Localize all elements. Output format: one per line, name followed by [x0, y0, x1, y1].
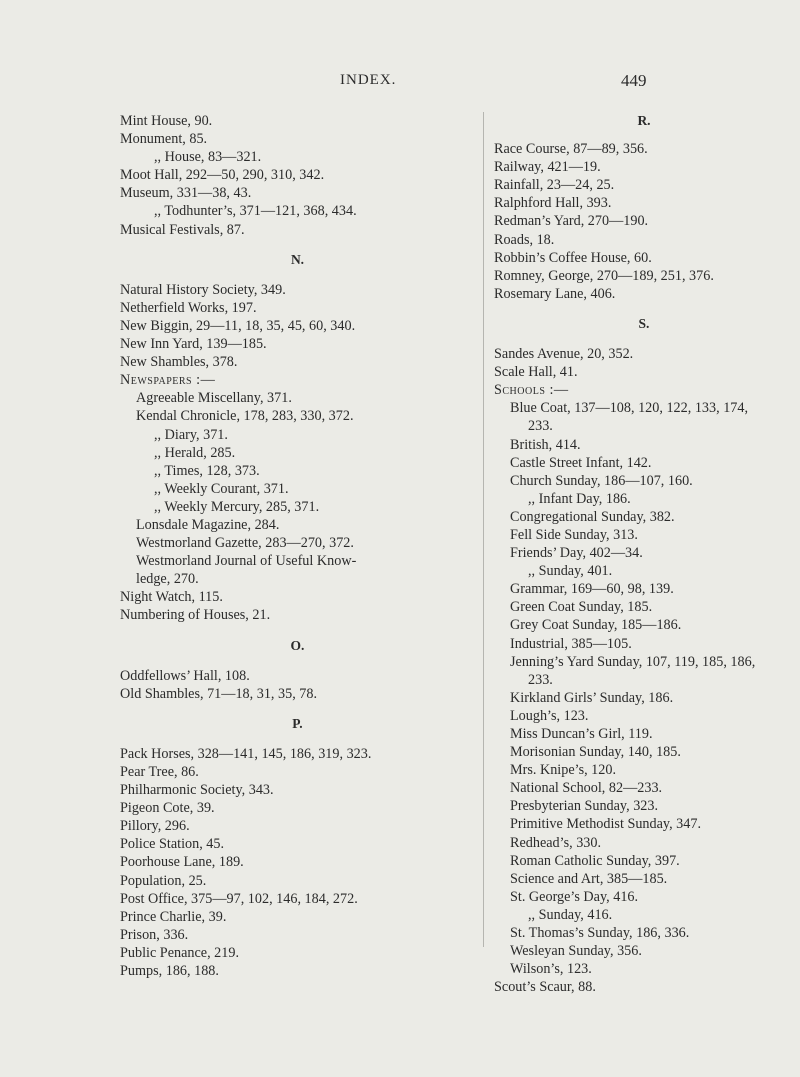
index-entry: Philharmonic Society, 343. [120, 782, 274, 799]
index-entry: ,, Todhunter’s, 371—121, 368, 434. [154, 203, 357, 220]
index-entry: New Inn Yard, 139—185. [120, 336, 267, 353]
index-entry: St. George’s Day, 416. [510, 888, 639, 905]
index-entry: Rainfall, 23—24, 25. [494, 177, 615, 194]
index-entry: Friends’ Day, 402—34. [510, 545, 643, 562]
index-entry: Numbering of Houses, 21. [120, 607, 271, 624]
index-entry: Agreeable Miscellany, 371. [136, 390, 292, 407]
index-entry: National School, 82—233. [510, 780, 663, 797]
index-entry: Green Coat Sunday, 185. [510, 599, 653, 616]
index-entry: St. Thomas’s Sunday, 186, 336. [510, 925, 690, 942]
section-letter: R. [637, 113, 651, 128]
index-entry: Lonsdale Magazine, 284. [136, 516, 280, 533]
index-entry: Museum, 331—38, 43. [120, 185, 252, 202]
index-entry: Mrs. Knipe’s, 120. [510, 762, 617, 779]
index-entry: Rosemary Lane, 406. [494, 285, 616, 302]
index-entry: Mint House, 90. [120, 113, 213, 129]
index-entry: ,, Sunday, 401. [528, 563, 613, 580]
index-entry: New Shambles, 378. [120, 354, 238, 371]
index-entry: Redman’s Yard, 270—190. [494, 213, 649, 230]
section-letter: P. [292, 715, 303, 731]
section-letter: N. [290, 251, 305, 267]
index-entry: Morisonian Sunday, 140, 185. [510, 744, 681, 761]
page-number: 449 [621, 71, 647, 90]
index-column-right [494, 112, 794, 996]
column-divider [483, 112, 484, 947]
index-entry: Pigeon Cote, 39. [120, 800, 215, 817]
index-entry: ledge, 270. [136, 571, 199, 588]
index-entry: ,, Times, 128, 373. [154, 462, 260, 479]
index-entry: Poorhouse Lane, 189. [120, 854, 244, 871]
index-entry: Lough’s, 123. [510, 707, 589, 724]
index-entry: Oddfellows’ Hall, 108. [120, 667, 250, 684]
index-entry: Presbyterian Sunday, 323. [510, 798, 659, 815]
section-letter: S. [638, 315, 650, 331]
index-entry: Monument, 85. [120, 131, 208, 148]
index-entry: Jenning’s Yard Sunday, 107, 119, 185, 186, [510, 653, 756, 670]
index-entry: Congregational Sunday, 382. [510, 508, 675, 525]
index-entry: 233. [528, 418, 553, 435]
index-entry: ,, Infant Day, 186. [528, 490, 631, 507]
index-entry: Redhead’s, 330. [510, 834, 602, 851]
index-entry: Wilson’s, 123. [510, 961, 592, 978]
index-entry: Prince Charlie, 39. [120, 908, 227, 925]
index-entry: Westmorland Journal of Useful Know- [136, 553, 357, 570]
index-entry: Pear Tree, 86. [120, 764, 199, 780]
index-entry: Science and Art, 385—185. [510, 870, 668, 887]
index-entry: Westmorland Gazette, 283—270, 372. [136, 535, 354, 552]
index-entry: Castle Street Infant, 142. [510, 454, 652, 471]
index-entry: Industrial, 385—105. [510, 635, 632, 652]
index-entry: Natural History Society, 349. [120, 281, 286, 298]
index-entry: Prison, 336. [120, 926, 189, 943]
index-entry: British, 414. [510, 436, 581, 453]
index-entry: Romney, George, 270—189, 251, 376. [494, 267, 714, 284]
index-entry: Railway, 421—19. [494, 159, 601, 176]
index-entry: New Biggin, 29—11, 18, 35, 45, 60, 340. [120, 317, 356, 334]
index-entry: 233. [528, 671, 553, 688]
index-entry: Wesleyan Sunday, 356. [510, 943, 642, 960]
index-entry: ,, Herald, 285. [154, 444, 236, 461]
index-entry: Ralphford Hall, 393. [494, 195, 612, 212]
index-entry: Newspapers :— [120, 372, 216, 389]
index-entry: Primitive Methodist Sunday, 347. [510, 816, 702, 833]
index-entry: ,, Weekly Courant, 371. [154, 480, 289, 497]
page-header [0, 72, 800, 96]
index-entry: Grammar, 169—60, 98, 139. [510, 581, 674, 598]
index-entry: Scout’s Scaur, 88. [494, 979, 596, 996]
section-letter: O. [290, 637, 305, 653]
index-entry: Netherfield Works, 197. [120, 299, 257, 316]
index-entry: Fell Side Sunday, 313. [510, 526, 638, 543]
index-entry: Scale Hall, 41. [494, 364, 578, 381]
index-entry: Roman Catholic Sunday, 397. [510, 852, 680, 869]
index-entry: Roads, 18. [494, 231, 555, 248]
index-entry: Musical Festivals, 87. [120, 221, 245, 238]
index-entry: Kirkland Girls’ Sunday, 186. [510, 689, 674, 706]
index-entry: Old Shambles, 71—18, 31, 35, 78. [120, 685, 318, 702]
index-entry: Robbin’s Coffee House, 60. [494, 249, 652, 266]
index-entry: ,, Sunday, 416. [528, 906, 613, 923]
index-entry: Public Penance, 219. [120, 944, 239, 961]
index-entry: Kendal Chronicle, 178, 283, 330, 372. [136, 408, 354, 425]
index-entry: Population, 25. [120, 872, 207, 889]
index-entry: Police Station, 45. [120, 836, 225, 853]
index-entry: Pillory, 296. [120, 818, 190, 835]
index-column-left [120, 112, 475, 980]
index-entry: ,, House, 83—321. [154, 149, 262, 166]
index-entry: Grey Coat Sunday, 185—186. [510, 617, 682, 634]
index-entry: Post Office, 375—97, 102, 146, 184, 272. [120, 890, 358, 907]
index-entry: Blue Coat, 137—108, 120, 122, 133, 174, [510, 400, 749, 417]
index-entry: Night Watch, 115. [120, 589, 223, 606]
index-entry: Church Sunday, 186—107, 160. [510, 472, 693, 489]
index-entry: Schools :— [494, 382, 569, 399]
index-entry: Miss Duncan’s Girl, 119. [510, 726, 653, 742]
index-entry: Pumps, 186, 188. [120, 963, 219, 980]
index-entry: Moot Hall, 292—50, 290, 310, 342. [120, 167, 325, 184]
index-entry: ,, Weekly Mercury, 285, 371. [154, 498, 320, 515]
index-entry: Sandes Avenue, 20, 352. [494, 346, 634, 363]
index-entry: Race Course, 87—89, 356. [494, 141, 648, 158]
index-entry: ,, Diary, 371. [154, 426, 228, 443]
running-head: INDEX. [340, 72, 397, 88]
index-entry: Pack Horses, 328—141, 145, 186, 319, 323. [120, 745, 372, 762]
